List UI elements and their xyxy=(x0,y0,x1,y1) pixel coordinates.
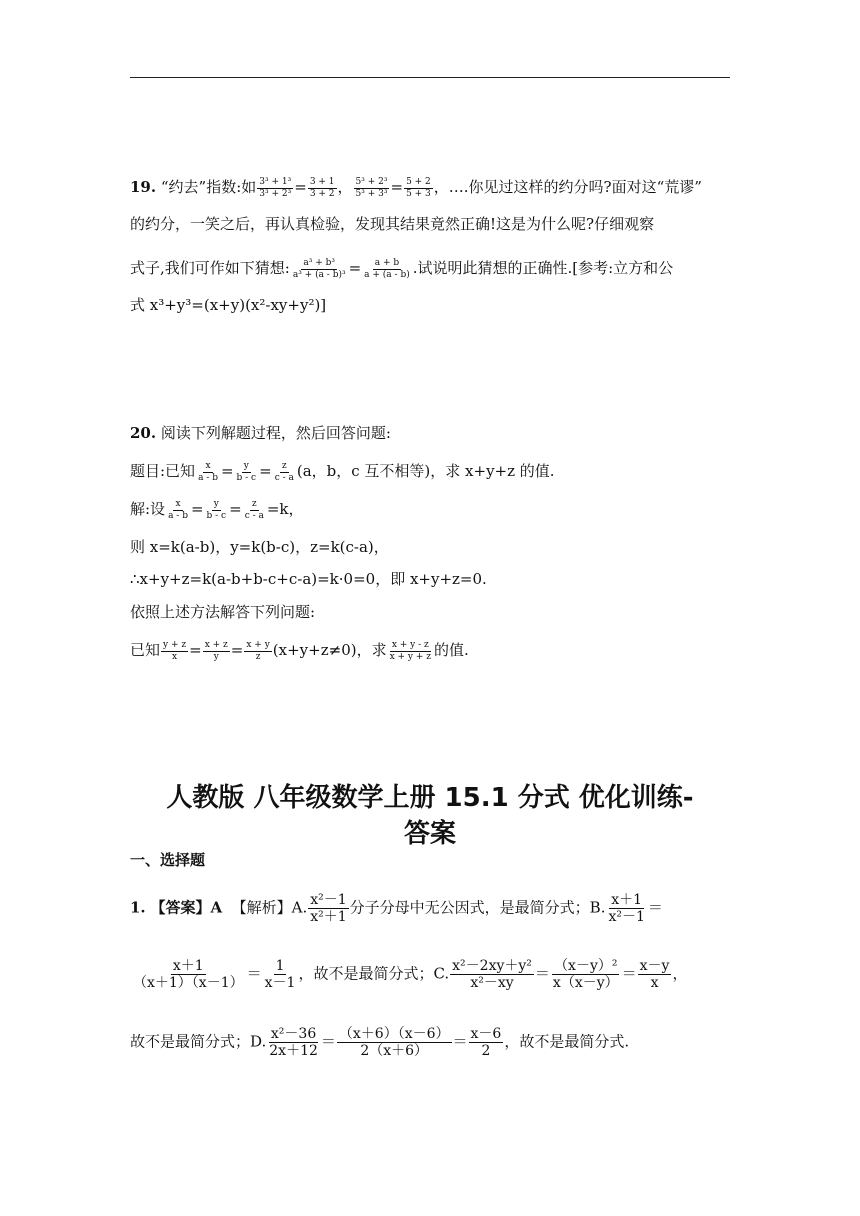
fraction: $\frac{z}{c - a}$ xyxy=(274,461,294,483)
fraction: $\frac{x+1}{(x+1)(x-1)}$ xyxy=(133,958,244,992)
answer-title-line2: 答案 xyxy=(403,819,456,849)
fraction: $\frac{\text{a³ + b³}}{\text{a³ + (a - b)³}}$ xyxy=(292,258,346,280)
fraction: $\frac{\text{x²－36}}{2x+12}$ xyxy=(269,1026,318,1060)
fraction: $\frac{(x+6)(x-6)}{2(x+6)}$ xyxy=(338,1026,450,1060)
fraction: $\frac{y}{b - c}$ xyxy=(206,499,227,521)
q20-line4: 则 x=k(a-b)，y=k(b-c)，z=k(c-a)， xyxy=(130,538,389,556)
q19-line1: 19. “约去”指数:如 $\frac{\text{3³ + 1³}}{\text{3³ + 2³}}$ = $\frac{3 + 1}{3 + 2}$ ， $\frac{\text{5³ + 2³}}{\text{5³ + 3³}}$ = $\frac{5 + 2}{5 + 3}$ ，….你见过这样的约分吗?面对这“荒谬” xyxy=(130,177,702,199)
fraction: $\frac{x-6}{2}$ xyxy=(470,1026,502,1060)
q19-line3: 式子,我们可作如下猜想: $\frac{\text{a³ + b³}}{\text{a³ + (a - b)³}}$ = $\frac{a + b}{a + (a - b)}$ .试说明此猜想的正确性.[参考:立方和公 xyxy=(130,258,674,280)
text: “约去”指数:如 xyxy=(160,178,257,196)
fraction: $\frac{z}{c - a}$ xyxy=(244,499,264,521)
q20-line5: ∴x+y+z=k(a-b+b-c+c-a)=k·0=0，即 x+y+z=0. xyxy=(130,570,487,588)
fraction: $\frac{x + z}{y}$ xyxy=(204,640,228,662)
q20-line6: 依照上述方法解答下列问题: xyxy=(130,603,316,621)
answer1-line3: 故不是最简分式；D. $\frac{\text{x²－36}}{2x+12}$ ＝ $\frac{(x+6)(x-6)}{2(x+6)}$ ＝ $\frac{x-6}{2}$ ，故不是最简分式. xyxy=(130,1026,630,1060)
fraction: $\frac{1}{x-1}$ xyxy=(264,958,296,992)
q20-line7: 已知 $\frac{y + z}{x}$ = $\frac{x + z}{y}$ = $\frac{x + y}{z}$ (x+y+z≠0)，求 $\frac{x + y - z}{x + y + z}$ 的值. xyxy=(130,640,469,662)
q20-line3: 解:设 $\frac{x}{a - b}$ = $\frac{y}{b - c}$ = $\frac{z}{c - a}$ =k， xyxy=(130,499,304,521)
fraction: $\frac{\text{x²－2xy＋y²}}{\text{x²－xy}}$ xyxy=(452,958,532,992)
fraction: $\frac{\text{x²－1}}{\text{x²＋1}}$ xyxy=(310,892,347,926)
section-heading: 一、选择题 xyxy=(130,851,206,869)
fraction: $\frac{y + z}{x}$ xyxy=(163,640,187,662)
fraction: $\frac{x}{a - b}$ xyxy=(168,499,188,521)
fraction: $\frac{y}{b - c}$ xyxy=(236,461,257,483)
fraction: $\frac{x-y}{x}$ xyxy=(639,958,670,992)
fraction: $\frac{x}{a - b}$ xyxy=(198,461,218,483)
fraction: $\frac{x + y}{z}$ xyxy=(246,640,270,662)
text: ，….你见过这样的约分吗?面对这“荒谬” xyxy=(433,178,702,196)
fraction: $\frac{x+1}{\text{x²－1}}$ xyxy=(608,892,645,926)
fraction: $\frac{\text{（x－y）²}}{x(x-y)}$ xyxy=(552,958,619,992)
q19-line4: 式 x³+y³=(x+y)(x²-xy+y²)] xyxy=(130,296,327,314)
answer-title-line1: 人教版 八年级数学上册 15.1 分式 优化训练- xyxy=(166,783,694,813)
q20-number: 20. xyxy=(130,424,157,442)
header-rule xyxy=(130,77,730,78)
fraction: $\frac{3 + 1}{3 + 2}$ xyxy=(309,177,335,199)
fraction: $\frac{\text{5³ + 2³}}{\text{5³ + 3³}}$ xyxy=(355,177,388,199)
q19-line2: 的约分，一笑之后，再认真检验，发现其结果竟然正确!这是为什么呢?仔细观察 xyxy=(130,215,655,233)
fraction: $\frac{5 + 2}{5 + 3}$ xyxy=(406,177,431,199)
fraction: $\frac{x + y - z}{x + y + z}$ xyxy=(389,640,432,662)
answer1-line2: $\frac{x+1}{(x+1)(x-1)}$ ＝ $\frac{1}{x-1}$ ，故不是最简分式；C. $\frac{\text{x²－2xy＋y²}}{\text{x²－xy}}$ ＝ $\frac{\text{（x－y）²}}{x(x-y)}$ ＝ $\frac{x-y}{x}$ ， xyxy=(133,958,688,992)
q20-line1: 20. 阅读下列解题过程，然后回答问题: xyxy=(130,424,391,442)
fraction: $\frac{a + b}{a + (a - b)}$ xyxy=(364,258,410,280)
q20-line2: 题目:已知 $\frac{x}{a - b}$ = $\frac{y}{b - c}$ = $\frac{z}{c - a}$ (a，b，c 互不相等)，求 x+y+z 的值. xyxy=(130,461,555,483)
q19-number: 19. xyxy=(130,178,157,196)
fraction: $\frac{\text{3³ + 1³}}{\text{3³ + 2³}}$ xyxy=(259,177,292,199)
answer-label: 【答案】A xyxy=(150,898,223,917)
answer1-line1: 1. 【答案】A 【解析】A. $\frac{\text{x²－1}}{\text{x²＋1}}$ 分子分母中无公因式，是最简分式；B. $\frac{x+1}{\text{x²－1}}$ ＝ xyxy=(130,892,663,926)
